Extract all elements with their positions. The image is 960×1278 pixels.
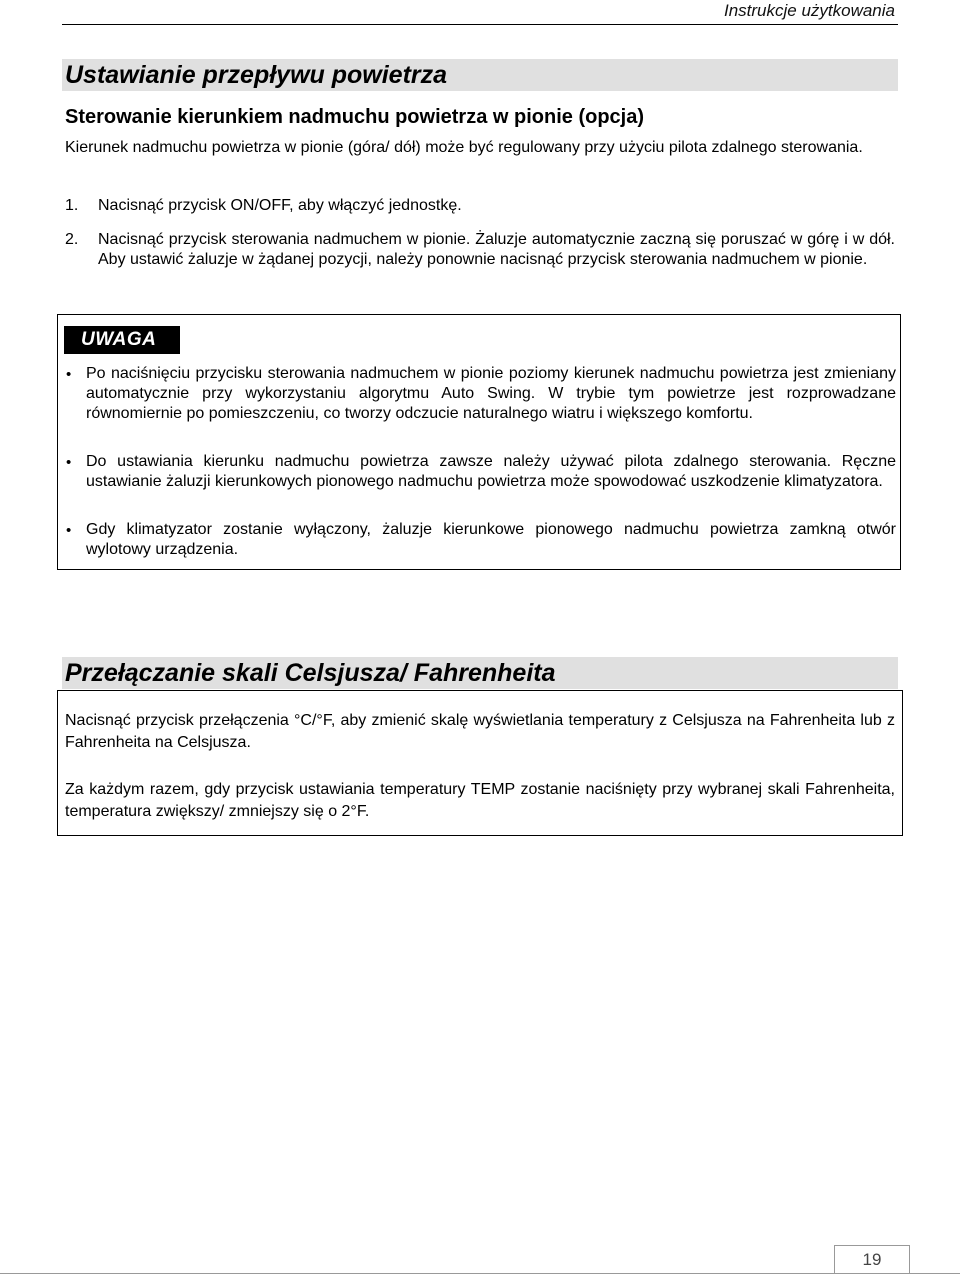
section-heading-bar	[62, 657, 898, 689]
subheading-vertical-airflow: Sterowanie kierunkiem nadmuchu powietrza w pionie (opcja)	[65, 106, 644, 128]
temperature-scale-paragraph: Za każdym razem, gdy przycisk ustawiania temperatury TEMP zostanie naciśnięty przy wybranej skali Fahrenheita, temperatura zwiększy/ zmniejszy się o 2°F.	[65, 781, 895, 820]
header-title: Instrukcje użytkowania	[723, 1, 895, 20]
intro-paragraph: Kierunek nadmuchu powietrza w pionie (góra/ dół) może być regulowany przy użyciu pilota zdalnego sterowania.	[65, 139, 863, 156]
bullet-icon: •	[66, 454, 72, 471]
note-box	[57, 314, 901, 570]
step-number: 1.	[65, 197, 79, 214]
header-rule	[62, 24, 898, 25]
note-label: UWAGA	[64, 326, 180, 354]
temperature-scale-box	[57, 690, 903, 836]
bullet-icon: •	[66, 366, 72, 383]
bullet-icon: •	[66, 522, 72, 539]
section-heading-bar	[62, 59, 898, 91]
page-number: 19	[834, 1245, 910, 1273]
note-bullet-text: Gdy klimatyzator zostanie wyłączony, żaluzje kierunkowe pionowego nadmuchu powietrza zamkną otwór wylotowy urządzenia.	[86, 521, 896, 558]
step-text: Nacisnąć przycisk sterowania nadmuchem w pionie. Żaluzje automatycznie zaczną się poruszać w górę i w dół. Aby ustawić żaluzje w żądanej pozycji, należy ponownie nacisnąć przycisk sterowania nadmuchem w pionie.	[98, 231, 895, 268]
section-heading-airflow: Ustawianie przepływu powietrza	[65, 61, 448, 89]
note-bullet-text: Do ustawiania kierunku nadmuchu powietrza zawsze należy używać pilota zdalnego sterowania. Ręczne ustawianie żaluzji kierunkowych pionowego nadmuchu powietrza może spowodować uszkodzenie klimatyzatora.	[86, 453, 896, 490]
note-bullet-text: Po naciśnięciu przycisku sterowania nadmuchem w pionie poziomy kierunek nadmuchu powietrza jest zmieniany automatycznie przy wykorzystaniu algorytmu Auto Swing. W trybie tym powietrze jest rozprowadzane równomiernie po pomieszczeniu, co tworzy odczucie naturalnego wiatru i większego komfortu.	[86, 365, 896, 422]
temperature-scale-paragraph: Nacisnąć przycisk przełączenia °C/°F, aby zmienić skalę wyświetlania temperatury z Celsjusza na Fahrenheita lub z Fahrenheita na Celsjusza.	[65, 712, 895, 751]
footer-rule	[0, 1273, 960, 1274]
section-heading-temperature-scale: Przełączanie skali Celsjusza/ Fahrenheita	[65, 659, 556, 687]
step-text: Nacisnąć przycisk ON/OFF, aby włączyć jednostkę.	[98, 197, 462, 214]
step-number: 2.	[65, 231, 79, 248]
